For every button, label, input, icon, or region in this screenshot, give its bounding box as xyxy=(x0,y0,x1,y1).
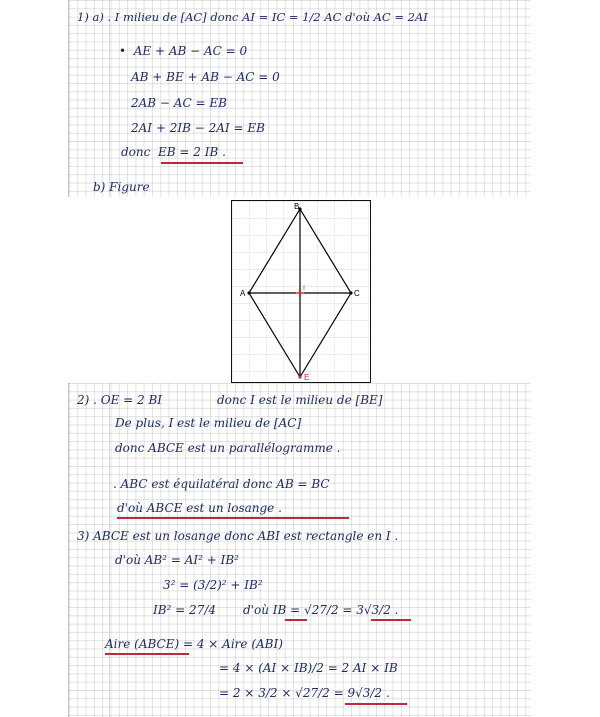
bullet: • xyxy=(119,44,134,58)
underline-final-result xyxy=(345,703,407,705)
point-a xyxy=(247,291,250,294)
rhombus-figure xyxy=(231,200,371,383)
part3-line-5a: Aire (ABCE) = 4 × Aire (ABI) xyxy=(105,637,283,651)
equation-3: 2AB − AC = EB xyxy=(131,96,227,110)
part3-line-2: d'où AB² = AI² + IB² xyxy=(115,553,239,567)
part2-line-5: d'où ABCE est un losange . xyxy=(117,501,282,515)
underline-aire xyxy=(105,653,189,655)
notebook-section-bottom xyxy=(68,383,531,717)
notebook-section-top xyxy=(68,0,531,197)
underline-losange xyxy=(117,517,349,519)
label-c: C xyxy=(354,289,360,298)
rhombus-svg xyxy=(232,201,370,382)
part3-line-7: = 2 × 3/2 × √27/2 = 9√3/2 . xyxy=(219,686,390,700)
result-eb: EB = 2 IB . xyxy=(158,145,226,159)
margin-line xyxy=(109,0,110,197)
label-a: A xyxy=(240,289,246,298)
point-e xyxy=(298,375,301,378)
part3-line-3: 3² = (3/2)² + IB² xyxy=(163,578,263,592)
equation-1: • AE + AB − AC = 0 xyxy=(119,44,248,58)
underline-ib xyxy=(285,619,307,621)
label-e: E xyxy=(304,373,310,382)
part2-line-3: donc ABCE est un parallélogramme . xyxy=(115,441,341,455)
label-b: B xyxy=(294,202,300,211)
equation-5: donc EB = 2 IB . xyxy=(121,145,226,159)
part2-line-1a: 2) . OE = 2 BI xyxy=(77,393,163,407)
part2-line-2: De plus, I est le milieu de [AC] xyxy=(115,416,302,430)
part3-line-6: = 4 × (AI × IB)/2 = 2 AI × IB xyxy=(219,661,398,675)
part3-line-4b: d'où IB = √27/2 = 3√3/2 . xyxy=(243,603,399,617)
underline-ib-result xyxy=(371,619,411,621)
underline-result-1 xyxy=(161,162,243,164)
part1b-label: b) Figure xyxy=(93,180,150,194)
part3-line-1: 3) ABCE est un losange donc ABI est rectangle en I . xyxy=(77,529,399,543)
equation-4: 2AI + 2IB − 2AI = EB xyxy=(131,121,265,135)
margin-line xyxy=(109,383,110,717)
part2-line-1b: donc I est le milieu de [BE] xyxy=(217,393,383,407)
label-i: I xyxy=(303,285,305,292)
point-c xyxy=(349,291,352,294)
part3-line-4a: IB² = 27/4 xyxy=(153,603,216,617)
part2-line-4: . ABC est équilatéral donc AB = BC xyxy=(113,477,330,491)
part1-header: 1) a) . I milieu de [AC] donc AI = IC = 1/2 AC d'où AC = 2AI xyxy=(77,10,428,24)
equation-2: AB + BE + AB − AC = 0 xyxy=(131,70,280,84)
